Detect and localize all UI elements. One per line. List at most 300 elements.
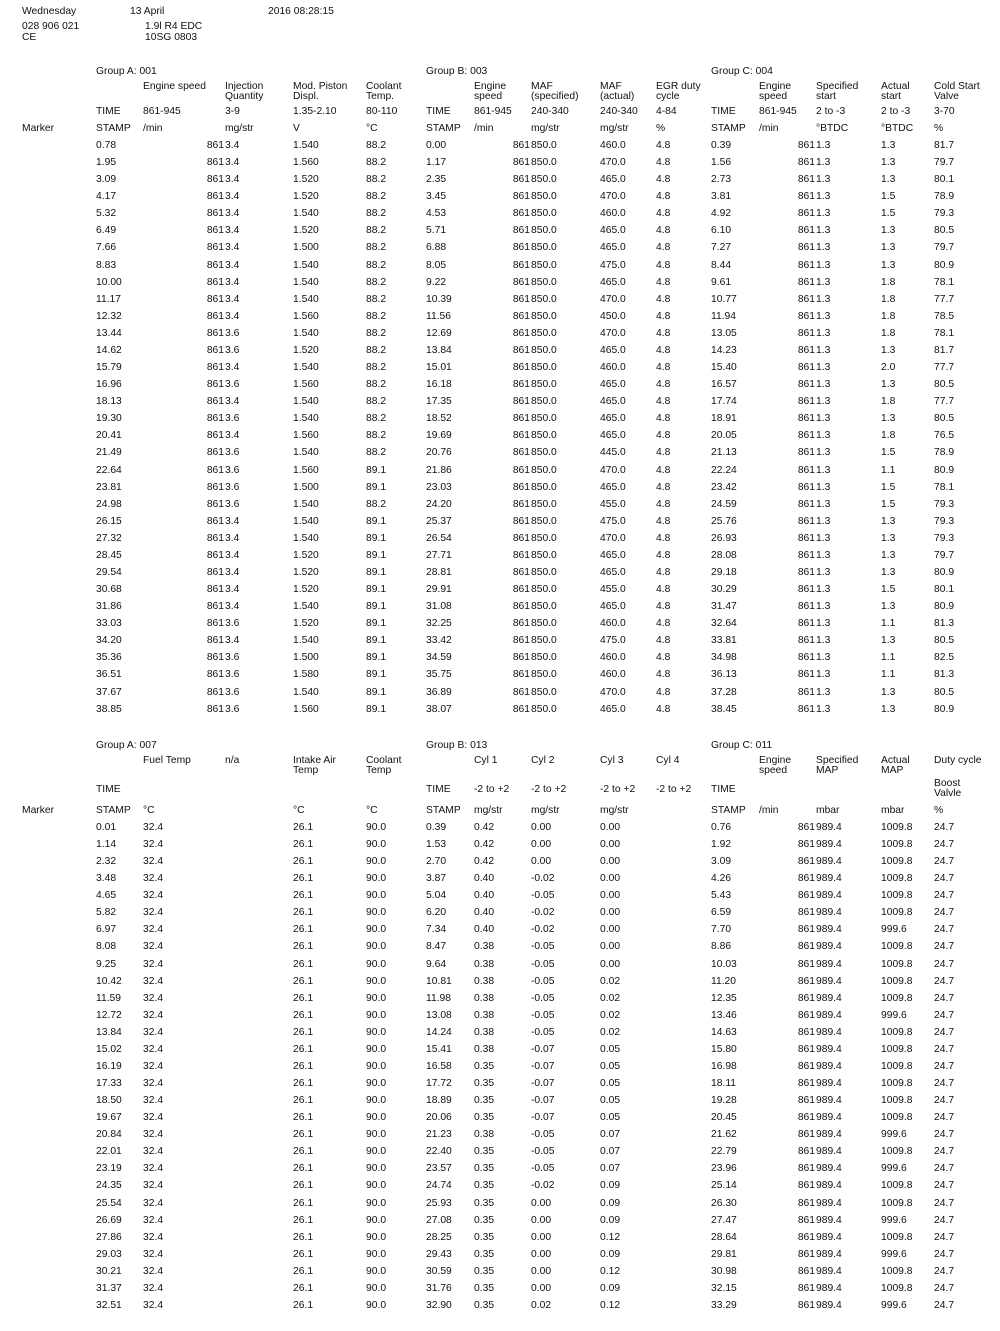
- table-cell: 989.4: [816, 856, 842, 868]
- table-cell: 79.7: [934, 157, 955, 169]
- table-cell: 1.3: [816, 481, 831, 493]
- table-cell: 999.6: [881, 924, 907, 936]
- table-cell: 19.28: [711, 1095, 737, 1107]
- table-cell: 24.7: [934, 1163, 955, 1175]
- table-cell: 33.03: [96, 618, 122, 630]
- table-cell: 1.3: [881, 567, 896, 578]
- table-cell: 1.3: [816, 618, 831, 630]
- table-cell: 88.2: [366, 413, 387, 425]
- column-spec: 80-110: [366, 106, 398, 117]
- column-header: Intake Air: [293, 755, 336, 766]
- table-cell: 3.6: [225, 618, 240, 630]
- table-cell: 24.7: [934, 1026, 955, 1038]
- table-cell: 861: [797, 618, 815, 630]
- table-cell: 4.8: [656, 293, 671, 305]
- table-cell: 19.69: [426, 430, 452, 442]
- table-cell: 26.1: [293, 1060, 314, 1072]
- table-cell: -0.05: [531, 1146, 555, 1158]
- table-cell: 11.98: [426, 992, 452, 1004]
- table-cell: 1.3: [816, 259, 831, 271]
- table-cell: 88.2: [366, 498, 387, 510]
- column-header: Displ.: [293, 91, 319, 102]
- column-unit: mg/str: [600, 123, 629, 134]
- table-cell: 90.0: [366, 1248, 387, 1260]
- table-cell: 32.4: [143, 907, 164, 919]
- table-cell: 989.4: [816, 1095, 842, 1107]
- column-unit: /min: [759, 123, 779, 134]
- table-cell: 26.1: [293, 873, 314, 885]
- column-spec: 861-945: [759, 106, 797, 117]
- table-cell: 3.4: [225, 532, 240, 544]
- table-cell: 3.45: [426, 191, 447, 203]
- table-cell: 1009.8: [881, 1043, 913, 1055]
- table-cell: 861: [797, 259, 815, 271]
- table-cell: 470.0: [600, 157, 626, 169]
- table-cell: 850.0: [531, 703, 557, 715]
- table-cell: 1.3: [816, 293, 831, 305]
- table-cell: 861: [512, 686, 530, 698]
- table-cell: 23.03: [426, 481, 452, 493]
- table-cell: -0.05: [531, 958, 555, 970]
- table-cell: 3.4: [225, 225, 240, 237]
- table-cell: 861: [206, 703, 224, 715]
- table-cell: 460.0: [600, 618, 626, 630]
- table-cell: 861: [206, 310, 224, 322]
- table-cell: 465.0: [600, 174, 626, 186]
- header-suffix: CE: [22, 32, 37, 43]
- table-cell: 861: [797, 430, 815, 442]
- table-cell: 1.3: [816, 464, 831, 476]
- table-cell: 27.47: [711, 1214, 737, 1226]
- table-cell: 1009.8: [881, 1231, 913, 1243]
- table-cell: 32.4: [143, 1078, 164, 1090]
- column-header: Fuel Temp: [143, 755, 191, 766]
- table-cell: 38.07: [426, 703, 452, 715]
- table-cell: 861: [512, 208, 530, 220]
- table-cell: 861: [206, 208, 224, 220]
- table-cell: 89.1: [366, 532, 387, 544]
- table-cell: -0.02: [531, 907, 555, 919]
- table-cell: 13.08: [426, 1009, 452, 1021]
- table-cell: 31.08: [426, 601, 452, 613]
- table-cell: 470.0: [600, 464, 626, 476]
- table-cell: 15.80: [711, 1043, 737, 1055]
- table-cell: 1.3: [881, 157, 896, 169]
- table-cell: 861: [797, 1265, 815, 1277]
- table-cell: 32.15: [711, 1282, 737, 1294]
- table-cell: 0.09: [600, 1282, 621, 1294]
- table-cell: 12.32: [96, 310, 122, 322]
- table-cell: 90.0: [366, 890, 387, 902]
- column-header: (specified): [531, 91, 579, 102]
- table-cell: 88.2: [366, 225, 387, 237]
- table-cell: 78.1: [934, 276, 955, 288]
- table-cell: 90.0: [366, 1231, 387, 1243]
- table-cell: 89.1: [366, 652, 387, 664]
- table-cell: 26.1: [293, 1180, 314, 1192]
- column-header: Specified: [816, 755, 859, 766]
- table-cell: 10.42: [96, 975, 122, 987]
- column-spec: Boost: [934, 778, 961, 789]
- table-cell: 1.540: [293, 327, 319, 339]
- table-cell: 1.3: [816, 140, 831, 151]
- table-cell: 24.7: [934, 1078, 955, 1090]
- table-cell: 32.51: [96, 1299, 122, 1311]
- table-cell: 861: [512, 327, 530, 339]
- table-cell: 1.3: [881, 140, 896, 151]
- table-cell: 79.3: [934, 515, 955, 527]
- table-cell: 20.76: [426, 447, 452, 459]
- table-cell: 4.8: [656, 481, 671, 493]
- table-cell: 450.0: [600, 310, 626, 322]
- table-cell: 27.08: [426, 1214, 452, 1226]
- table-cell: 7.27: [711, 242, 732, 254]
- table-cell: 11.56: [426, 310, 452, 322]
- header-datetime: 2016 08:28:15: [268, 6, 334, 17]
- table-cell: 37.67: [96, 686, 122, 698]
- table-cell: 1.3: [881, 242, 896, 254]
- table-cell: 32.4: [143, 1197, 164, 1209]
- table-cell: 24.7: [934, 822, 955, 833]
- table-cell: 16.19: [96, 1060, 122, 1072]
- table-cell: 4.65: [96, 890, 117, 902]
- table-cell: 18.89: [426, 1095, 452, 1107]
- table-cell: 24.7: [934, 1009, 955, 1021]
- table-cell: 14.24: [426, 1026, 452, 1038]
- column-spec: 240-340: [600, 106, 638, 117]
- table-cell: 0.35: [474, 1060, 495, 1072]
- table-cell: 32.4: [143, 856, 164, 868]
- table-cell: 24.35: [96, 1180, 122, 1192]
- column-unit: /min: [474, 123, 494, 134]
- table-cell: 90.0: [366, 1129, 387, 1141]
- table-cell: 89.1: [366, 549, 387, 561]
- table-cell: 861: [797, 464, 815, 476]
- table-cell: 24.7: [934, 958, 955, 970]
- table-cell: 89.1: [366, 584, 387, 596]
- table-cell: 90.0: [366, 1146, 387, 1158]
- table-cell: 78.9: [934, 191, 955, 203]
- table-cell: 460.0: [600, 652, 626, 664]
- table-cell: 4.8: [656, 686, 671, 698]
- table-cell: 861: [797, 941, 815, 953]
- table-cell: 861: [512, 225, 530, 237]
- column-unit: mg/str: [531, 123, 560, 134]
- table-cell: 21.13: [711, 447, 737, 459]
- table-cell: 1.8: [881, 310, 896, 322]
- table-cell: 1.3: [881, 259, 896, 271]
- table-cell: 4.8: [656, 379, 671, 391]
- table-cell: 18.91: [711, 413, 737, 425]
- table-cell: 861: [797, 958, 815, 970]
- table-cell: 79.7: [934, 549, 955, 561]
- table-cell: 0.35: [474, 1299, 495, 1311]
- table-cell: 861: [797, 1043, 815, 1055]
- table-cell: 30.98: [711, 1265, 737, 1277]
- table-cell: 861: [512, 635, 530, 647]
- table-cell: 989.4: [816, 1299, 842, 1311]
- table-cell: 0.00: [600, 958, 621, 970]
- table-cell: 1.3: [816, 584, 831, 596]
- table-cell: -0.02: [531, 873, 555, 885]
- table-cell: 11.17: [96, 293, 122, 305]
- table-cell: 465.0: [600, 396, 626, 408]
- table-cell: 24.7: [934, 1282, 955, 1294]
- table-cell: 850.0: [531, 362, 557, 374]
- table-cell: 18.50: [96, 1095, 122, 1107]
- table-cell: 3.4: [225, 362, 240, 374]
- group-b-label: Group B: 013: [426, 740, 488, 751]
- table-cell: 8.47: [426, 941, 447, 953]
- column-header: n/a: [225, 755, 240, 766]
- table-cell: 19.30: [96, 413, 122, 425]
- table-cell: 35.36: [96, 652, 122, 664]
- table-cell: 26.1: [293, 839, 314, 851]
- table-cell: 29.18: [711, 567, 737, 578]
- table-cell: 0.35: [474, 1231, 495, 1243]
- table-cell: 850.0: [531, 669, 557, 681]
- table-cell: 31.37: [96, 1282, 122, 1294]
- table-cell: 80.9: [934, 259, 955, 271]
- table-cell: 5.04: [426, 890, 447, 902]
- column-unit: mg/str: [531, 805, 560, 816]
- table-cell: 0.38: [474, 958, 495, 970]
- table-cell: 861: [206, 669, 224, 681]
- table-cell: 23.42: [711, 481, 737, 493]
- table-cell: -0.05: [531, 1009, 555, 1021]
- table-cell: 10.81: [426, 975, 452, 987]
- table-cell: 13.44: [96, 327, 122, 339]
- table-cell: 26.1: [293, 1112, 314, 1124]
- table-cell: 0.38: [474, 1026, 495, 1038]
- table-cell: 4.8: [656, 652, 671, 664]
- table-cell: 78.9: [934, 447, 955, 459]
- table-cell: 861: [512, 379, 530, 391]
- table-cell: 861: [797, 924, 815, 936]
- table-cell: 89.1: [366, 703, 387, 715]
- table-cell: 3.6: [225, 498, 240, 510]
- table-cell: 4.8: [656, 515, 671, 527]
- table-cell: 32.4: [143, 941, 164, 953]
- table-cell: 81.3: [934, 669, 955, 681]
- table-cell: 0.35: [474, 1146, 495, 1158]
- table-cell: 1.540: [293, 498, 319, 510]
- table-cell: 79.7: [934, 242, 955, 254]
- table-cell: 850.0: [531, 208, 557, 220]
- table-cell: 989.4: [816, 1146, 842, 1158]
- table-cell: 2.73: [711, 174, 732, 186]
- table-cell: 475.0: [600, 259, 626, 271]
- table-cell: 861: [206, 464, 224, 476]
- table-cell: 861: [206, 567, 224, 578]
- table-cell: 1.3: [816, 362, 831, 374]
- table-cell: 1.520: [293, 191, 319, 203]
- table-cell: 1009.8: [881, 822, 913, 833]
- table-cell: 861: [206, 191, 224, 203]
- table-cell: 850.0: [531, 157, 557, 169]
- table-cell: 90.0: [366, 1026, 387, 1038]
- table-cell: 989.4: [816, 839, 842, 851]
- table-cell: 4.8: [656, 225, 671, 237]
- column-unit: °C: [293, 805, 305, 816]
- table-cell: 80.9: [934, 567, 955, 578]
- column-header: Engine: [474, 81, 507, 92]
- table-cell: 12.69: [426, 327, 452, 339]
- table-cell: 1.560: [293, 310, 319, 322]
- column-unit: STAMP: [96, 805, 131, 816]
- table-cell: 1009.8: [881, 1265, 913, 1277]
- table-cell: 17.33: [96, 1078, 122, 1090]
- table-cell: 861: [206, 174, 224, 186]
- table-cell: 21.86: [426, 464, 452, 476]
- column-unit: STAMP: [426, 805, 461, 816]
- table-cell: 0.00: [600, 873, 621, 885]
- table-cell: 24.7: [934, 1248, 955, 1260]
- table-cell: 861: [206, 225, 224, 237]
- table-cell: 1.3: [881, 601, 896, 613]
- table-cell: 79.3: [934, 498, 955, 510]
- column-header: Quantity: [225, 91, 264, 102]
- table-cell: 861: [797, 498, 815, 510]
- table-cell: 861: [512, 430, 530, 442]
- group-b-label: Group B: 003: [426, 66, 488, 77]
- table-cell: 35.75: [426, 669, 452, 681]
- table-cell: 861: [206, 430, 224, 442]
- table-cell: 1.3: [881, 703, 896, 715]
- table-cell: 861: [512, 174, 530, 186]
- table-cell: 1.520: [293, 549, 319, 561]
- table-cell: 14.63: [711, 1026, 737, 1038]
- table-cell: 90.0: [366, 1214, 387, 1226]
- table-cell: 475.0: [600, 515, 626, 527]
- column-spec: 3-9: [225, 106, 240, 117]
- table-cell: 29.03: [96, 1248, 122, 1260]
- column-unit: %: [934, 805, 944, 816]
- table-cell: 79.3: [934, 532, 955, 544]
- group-c-label: Group C: 011: [711, 740, 773, 751]
- table-cell: 24.7: [934, 1146, 955, 1158]
- table-cell: 0.00: [531, 1231, 552, 1243]
- table-cell: 80.5: [934, 686, 955, 698]
- table-cell: 3.6: [225, 481, 240, 493]
- table-cell: 4.8: [656, 498, 671, 510]
- table-cell: 4.26: [711, 873, 732, 885]
- column-unit: °C: [366, 805, 378, 816]
- table-cell: 861: [512, 567, 530, 578]
- table-cell: 1009.8: [881, 1146, 913, 1158]
- table-cell: 1.560: [293, 157, 319, 169]
- table-cell: -0.05: [531, 941, 555, 953]
- table-cell: 1.540: [293, 208, 319, 220]
- table-cell: 90.0: [366, 1112, 387, 1124]
- table-cell: 26.1: [293, 992, 314, 1004]
- table-cell: 3.4: [225, 174, 240, 186]
- table-cell: 78.1: [934, 327, 955, 339]
- column-header: Cyl 2: [531, 755, 555, 766]
- table-cell: 861: [797, 396, 815, 408]
- table-cell: 26.1: [293, 907, 314, 919]
- table-cell: 465.0: [600, 242, 626, 254]
- table-cell: 6.49: [96, 225, 117, 237]
- table-cell: 465.0: [600, 276, 626, 288]
- table-cell: 32.4: [143, 1163, 164, 1175]
- table-cell: 29.91: [426, 584, 452, 596]
- table-cell: 4.8: [656, 157, 671, 169]
- table-cell: 26.1: [293, 1299, 314, 1311]
- table-cell: 32.4: [143, 958, 164, 970]
- table-cell: 7.34: [426, 924, 447, 936]
- table-cell: 6.20: [426, 907, 447, 919]
- table-cell: 465.0: [600, 601, 626, 613]
- table-cell: 88.2: [366, 242, 387, 254]
- table-cell: 989.4: [816, 1078, 842, 1090]
- table-cell: 0.12: [600, 1299, 621, 1311]
- table-cell: 861: [797, 140, 815, 151]
- table-cell: 3.48: [96, 873, 117, 885]
- table-cell: 861: [797, 822, 815, 833]
- table-cell: 861: [206, 344, 224, 356]
- table-cell: 861: [206, 549, 224, 561]
- column-header: Engine: [759, 81, 792, 92]
- table-cell: 861: [512, 447, 530, 459]
- table-cell: 850.0: [531, 618, 557, 630]
- table-cell: 16.96: [96, 379, 122, 391]
- table-cell: 1.3: [816, 344, 831, 356]
- table-cell: 861: [512, 532, 530, 544]
- table-cell: 0.42: [474, 856, 495, 868]
- table-cell: 3.6: [225, 669, 240, 681]
- table-cell: 0.00: [600, 890, 621, 902]
- table-cell: 15.41: [426, 1043, 452, 1055]
- table-cell: 14.23: [711, 344, 737, 356]
- table-cell: 861: [797, 652, 815, 664]
- table-cell: 1.540: [293, 276, 319, 288]
- table-cell: 5.71: [426, 225, 447, 237]
- table-cell: 23.96: [711, 1163, 737, 1175]
- table-cell: 1.1: [881, 669, 896, 681]
- table-cell: -0.05: [531, 890, 555, 902]
- table-cell: 3.4: [225, 601, 240, 613]
- table-cell: 861: [206, 259, 224, 271]
- table-cell: 0.00: [531, 1265, 552, 1277]
- table-cell: 32.4: [143, 890, 164, 902]
- table-cell: 21.23: [426, 1129, 452, 1141]
- table-cell: 4.8: [656, 208, 671, 220]
- table-cell: 861: [797, 1009, 815, 1021]
- table-cell: 3.81: [711, 191, 732, 203]
- table-cell: 850.0: [531, 430, 557, 442]
- table-cell: 2.0: [881, 362, 896, 374]
- table-cell: 850.0: [531, 327, 557, 339]
- table-cell: 850.0: [531, 447, 557, 459]
- table-cell: 26.54: [426, 532, 452, 544]
- table-cell: 20.41: [96, 430, 122, 442]
- table-cell: 1.3: [881, 379, 896, 391]
- table-cell: 77.7: [934, 293, 955, 305]
- table-cell: 80.5: [934, 379, 955, 391]
- table-cell: 80.9: [934, 464, 955, 476]
- table-cell: 861: [797, 1146, 815, 1158]
- table-cell: 24.7: [934, 1043, 955, 1055]
- table-cell: 24.7: [934, 890, 955, 902]
- table-cell: 989.4: [816, 1060, 842, 1072]
- table-cell: 861: [797, 1180, 815, 1192]
- table-cell: 850.0: [531, 481, 557, 493]
- table-cell: 0.42: [474, 839, 495, 851]
- table-cell: 88.2: [366, 293, 387, 305]
- table-cell: 0.00: [600, 856, 621, 868]
- table-cell: 465.0: [600, 344, 626, 356]
